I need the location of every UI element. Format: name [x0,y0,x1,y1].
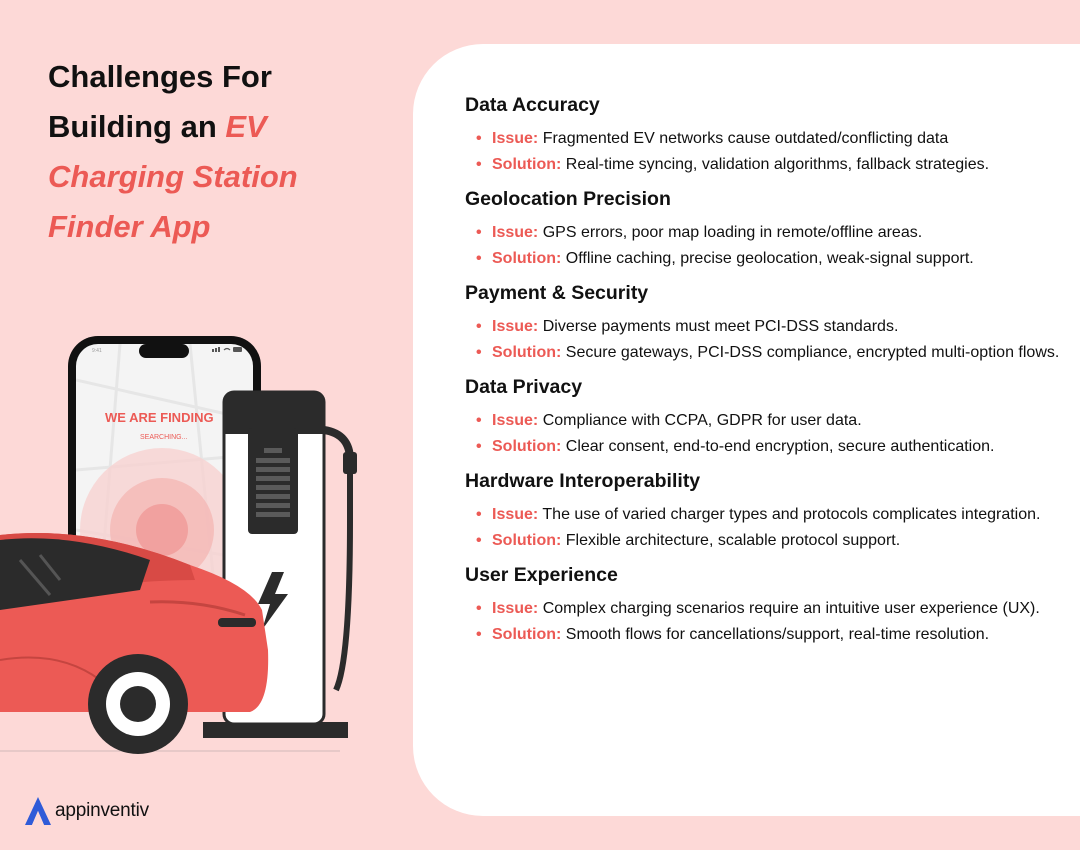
charging-cable [336,460,350,690]
item-label: Issue: [492,318,539,335]
section-item-list [465,504,1065,552]
section-heading: User Experience [465,564,618,586]
bullet-icon: • [476,130,482,147]
bullet-icon: • [476,224,482,241]
list-item [465,342,1065,364]
list-item [465,222,1065,244]
logo-text: appinventiv [55,800,149,821]
list-item [465,316,1065,338]
list-item [465,530,1065,552]
list-item [465,504,1065,526]
item-label: Solution: [492,156,562,173]
list-item [465,410,1065,432]
item-label: Solution: [492,344,562,361]
title-line-2: Building an [48,109,226,144]
bullet-icon: • [476,250,482,267]
bullet-icon: • [476,626,482,643]
challenge-section [465,374,1065,458]
bullet-icon: • [476,412,482,429]
item-label: Solution: [492,626,562,643]
item-text: The use of varied charger types and protocols complicates integration. [542,506,1041,523]
challenge-section [465,186,1065,270]
item-text: Secure gateways, PCI-DSS compliance, encrypted multi-option flows. [565,344,1060,361]
item-label: Solution: [492,438,562,455]
item-label: Issue: [492,600,539,617]
item-text: Smooth flows for cancellations/support, real-time resolution. [565,626,990,643]
item-text: Clear consent, end-to-end encryption, secure authentication. [565,438,995,455]
bullet-icon: • [476,318,482,335]
section-heading: Geolocation Precision [465,188,671,210]
list-item [465,598,1065,620]
phone-status: SEARCHING... [140,434,188,441]
section-item-list [465,222,1065,270]
bullet-icon: • [476,506,482,523]
challenge-section [465,280,1065,364]
item-label: Issue: [492,506,539,523]
challenge-section [465,92,1065,176]
title-accent-ev: EV [225,109,267,144]
item-label: Solution: [492,250,562,267]
list-item [465,154,1065,176]
bullet-icon: • [476,438,482,455]
section-item-list [465,128,1065,176]
brand-logo [24,796,149,826]
tail-light [218,618,256,627]
section-heading: Payment & Security [465,282,649,304]
bullet-icon: • [476,344,482,361]
section-item-list [465,410,1065,458]
ev-charging-illustration [0,320,400,760]
page-title [48,52,378,252]
section-item-list [465,598,1065,646]
list-item [465,436,1065,458]
bullet-icon: • [476,532,482,549]
item-text: Offline caching, precise geolocation, weak-signal support. [565,250,974,267]
item-label: Solution: [492,532,562,549]
item-text: Flexible architecture, scalable protocol support. [565,532,901,549]
item-label: Issue: [492,224,539,241]
item-text: Compliance with CCPA, GDPR for user data. [542,412,862,429]
title-line-3: Charging Station [48,159,298,194]
item-label: Issue: [492,130,539,147]
svg-text:9:41: 9:41 [92,348,102,354]
item-text: Complex charging scenarios require an intuitive user experience (UX). [542,600,1040,617]
challenge-section [465,468,1065,552]
section-heading: Data Privacy [465,376,583,398]
list-item [465,128,1065,150]
item-text: Diverse payments must meet PCI-DSS standards. [542,318,899,335]
list-item [465,248,1065,270]
item-text: GPS errors, poor map loading in remote/offline areas. [542,224,923,241]
appinventiv-logo-icon [24,796,52,826]
phone-notch [139,344,189,358]
challenge-section [465,562,1065,646]
battery-status-icon [233,347,242,352]
bullet-icon: • [476,156,482,173]
title-line-1: Challenges For [48,59,272,94]
section-heading: Data Accuracy [465,94,600,116]
section-item-list [465,316,1065,364]
item-text: Fragmented EV networks cause outdated/conflicting data [542,130,949,147]
phone-heading: WE ARE FINDING [105,410,214,425]
list-item [465,624,1065,646]
item-label: Issue: [492,412,539,429]
challenges-list [465,92,1065,656]
bullet-icon: • [476,600,482,617]
title-line-4: Finder App [48,209,211,244]
item-text: Real-time syncing, validation algorithms, fallback strategies. [565,156,990,173]
section-heading: Hardware Interoperability [465,470,701,492]
